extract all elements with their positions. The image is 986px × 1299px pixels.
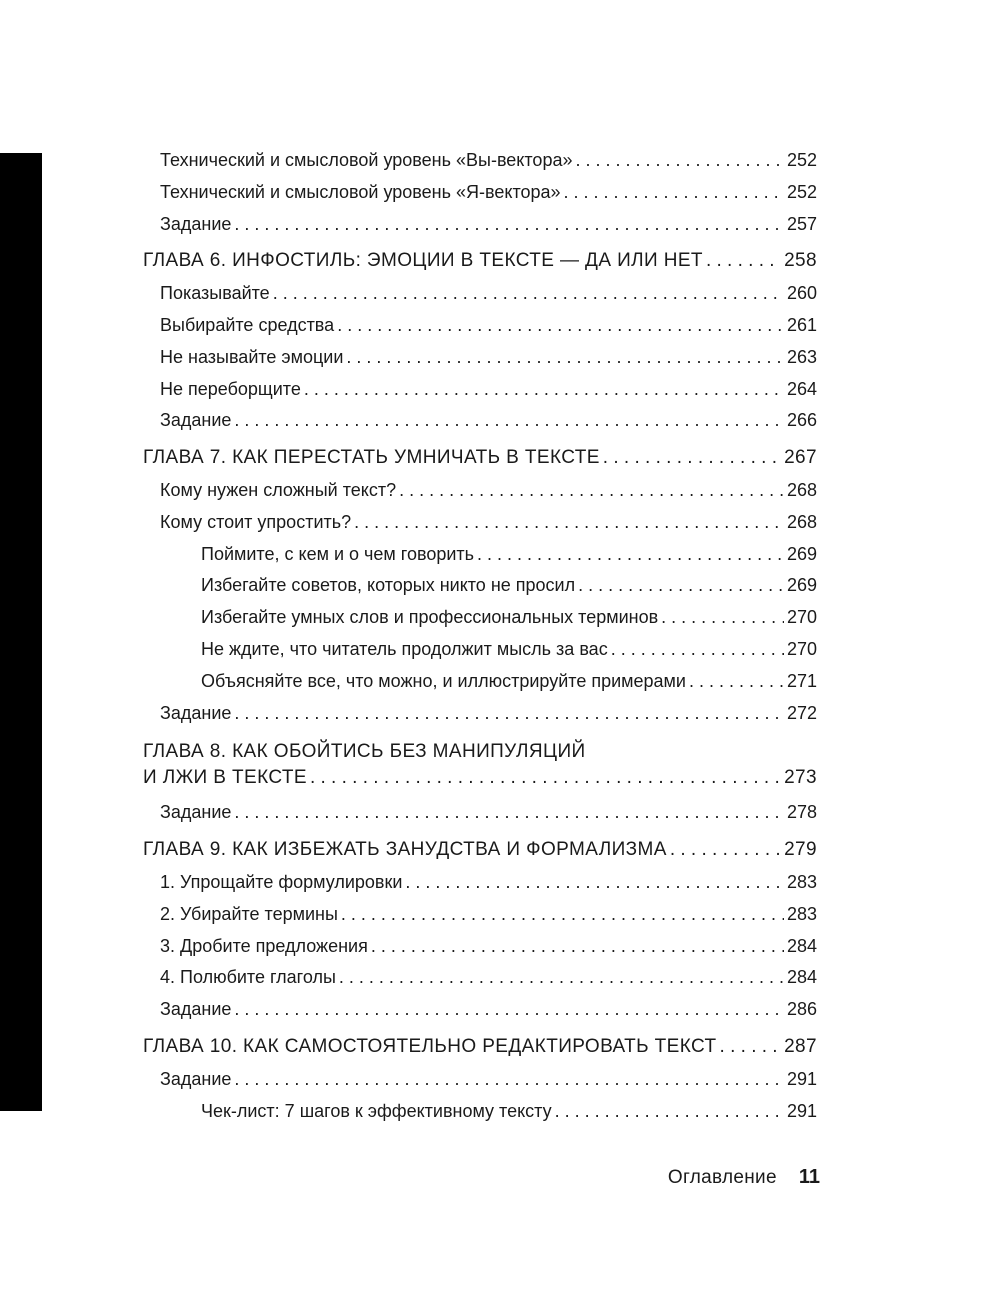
toc-entry-title: 3. Дробите предложения bbox=[160, 935, 368, 956]
toc-entry-title: Технический и смысловой уровень «Я-вектора» bbox=[160, 181, 561, 202]
toc-entry-title: Показывайте bbox=[160, 283, 270, 304]
toc-entry-page: 284 bbox=[786, 935, 817, 956]
dot-leader bbox=[603, 448, 781, 468]
toc-entry-page: 264 bbox=[786, 378, 817, 399]
toc-entry[interactable] bbox=[143, 210, 817, 242]
dot-leader bbox=[405, 872, 784, 892]
dot-leader bbox=[310, 768, 781, 788]
toc-chapter-heading[interactable] bbox=[143, 1033, 817, 1065]
toc-entry-title: Кому нужен сложный текст? bbox=[160, 479, 397, 500]
toc-entry[interactable] bbox=[143, 798, 817, 830]
toc-entry-title: Поймите, с кем и о чем говорить bbox=[201, 543, 475, 564]
toc-chapter-page: 273 bbox=[784, 767, 817, 789]
toc-entry[interactable] bbox=[143, 1065, 817, 1097]
dot-leader bbox=[575, 150, 783, 170]
toc-entry-page: 257 bbox=[786, 213, 817, 234]
toc-entry-page: 263 bbox=[786, 346, 817, 367]
toc-entry-title: Выбирайте средства bbox=[160, 314, 335, 335]
dot-leader bbox=[578, 575, 784, 595]
dot-leader bbox=[661, 607, 784, 627]
toc-chapter-heading[interactable] bbox=[143, 247, 817, 279]
toc-entry-title: Задание bbox=[160, 802, 232, 823]
toc-chapter-page: 279 bbox=[784, 839, 817, 861]
toc-entry[interactable] bbox=[143, 375, 817, 407]
dot-leader bbox=[564, 182, 784, 202]
toc-entry[interactable] bbox=[143, 699, 817, 731]
toc-chapter-title: ГЛАВА 10. КАК САМОСТОЯТЕЛЬНО РЕДАКТИРОВАТЬ ТЕКСТ bbox=[143, 1035, 717, 1057]
toc-entry[interactable] bbox=[143, 476, 817, 508]
dot-leader bbox=[720, 1037, 782, 1057]
dot-leader bbox=[339, 967, 784, 987]
toc-entry[interactable] bbox=[143, 963, 817, 995]
page-footer bbox=[668, 1166, 820, 1189]
toc-subentry[interactable] bbox=[143, 571, 817, 603]
toc-chapter-title-line1[interactable]: ГЛАВА 8. КАК ОБОЙТИСЬ БЕЗ МАНИПУЛЯЦИЙ bbox=[143, 741, 586, 763]
toc-entry[interactable] bbox=[143, 311, 817, 343]
toc-entry-title: 4. Полюбите глаголы bbox=[160, 967, 336, 988]
table-of-contents bbox=[143, 146, 817, 1128]
toc-entry-title: Задание bbox=[160, 1068, 232, 1089]
toc-entry-title: 1. Упрощайте формулировки bbox=[160, 871, 403, 892]
toc-entry-page: 261 bbox=[786, 314, 817, 335]
dot-leader bbox=[399, 480, 784, 500]
toc-chapter-page: 267 bbox=[784, 447, 817, 469]
toc-entry[interactable] bbox=[143, 146, 817, 178]
toc-chapter-heading[interactable] bbox=[143, 766, 817, 798]
toc-entry-page: 260 bbox=[786, 283, 817, 304]
dot-leader bbox=[234, 214, 784, 234]
dot-leader bbox=[234, 703, 784, 723]
toc-entry-page: 268 bbox=[786, 479, 817, 500]
dot-leader bbox=[611, 639, 784, 659]
toc-chapter-title: ГЛАВА 9. КАК ИЗБЕЖАТЬ ЗАНУДСТВА И ФОРМАЛИЗМА bbox=[143, 839, 667, 861]
toc-entry-page: 271 bbox=[786, 670, 817, 691]
toc-entry-title: Не переборщите bbox=[160, 378, 301, 399]
toc-chapter-title-line2: И ЛЖИ В ТЕКСТЕ bbox=[143, 767, 307, 789]
toc-entry[interactable] bbox=[143, 343, 817, 375]
dot-leader bbox=[234, 1069, 784, 1089]
toc-chapter-page: 287 bbox=[784, 1035, 817, 1057]
toc-entry-title: 2. Убирайте термины bbox=[160, 903, 338, 924]
toc-entry-page: 266 bbox=[786, 410, 817, 431]
toc-entry-title: Не ждите, что читатель продолжит мысль за вас bbox=[201, 638, 608, 659]
toc-entry-title: Чек-лист: 7 шагов к эффективному тексту bbox=[201, 1100, 552, 1121]
running-footer-label: Оглавление bbox=[667, 1167, 777, 1188]
toc-entry[interactable] bbox=[143, 406, 817, 438]
toc-entry-page: 272 bbox=[786, 702, 817, 723]
toc-entry-page: 284 bbox=[786, 967, 817, 988]
toc-entry-page: 283 bbox=[786, 871, 817, 892]
dot-leader bbox=[555, 1101, 784, 1121]
toc-entry-title: Задание bbox=[160, 702, 232, 723]
dot-leader bbox=[234, 999, 784, 1019]
toc-entry-page: 283 bbox=[786, 903, 817, 924]
toc-subentry[interactable] bbox=[143, 540, 817, 572]
toc-entry-title: Избегайте умных слов и профессиональных терминов bbox=[201, 607, 659, 628]
toc-entry-page: 269 bbox=[786, 543, 817, 564]
dot-leader bbox=[346, 347, 784, 367]
toc-entry-title: Технический и смысловой уровень «Вы-вектора» bbox=[160, 150, 573, 170]
toc-chapter-page: 258 bbox=[784, 250, 817, 272]
toc-entry[interactable] bbox=[143, 279, 817, 311]
toc-entry[interactable] bbox=[143, 932, 817, 964]
toc-entry-title: Объясняйте все, что можно, и иллюстрируйте примерами bbox=[201, 670, 686, 691]
toc-entry-page: 291 bbox=[786, 1068, 817, 1089]
toc-entry[interactable] bbox=[143, 900, 817, 932]
toc-entry-page: 268 bbox=[786, 511, 817, 532]
dot-leader bbox=[341, 904, 784, 924]
toc-entry-title: Задание bbox=[160, 999, 232, 1020]
page-edge-tab bbox=[0, 153, 42, 1111]
toc-entry-page: 270 bbox=[786, 607, 817, 628]
toc-chapter-heading[interactable] bbox=[143, 444, 817, 476]
toc-chapter-title: ГЛАВА 6. ИНФОСТИЛЬ: ЭМОЦИИ В ТЕКСТЕ — ДА ИЛИ НЕТ bbox=[143, 250, 703, 272]
toc-entry-title: Задание bbox=[160, 213, 232, 234]
toc-entry[interactable] bbox=[143, 178, 817, 210]
toc-entry[interactable] bbox=[143, 995, 817, 1027]
dot-leader bbox=[689, 671, 784, 691]
toc-subentry[interactable] bbox=[143, 1097, 817, 1129]
toc-entry-title: Не называйте эмоции bbox=[160, 346, 344, 367]
toc-entry-page: 286 bbox=[786, 999, 817, 1020]
toc-entry[interactable] bbox=[143, 868, 817, 900]
toc-entry[interactable] bbox=[143, 508, 817, 540]
toc-entry-page: 278 bbox=[786, 802, 817, 823]
toc-entry-title: Избегайте советов, которых никто не просил bbox=[201, 575, 576, 596]
dot-leader bbox=[273, 283, 784, 303]
dot-leader bbox=[670, 840, 781, 860]
dot-leader bbox=[234, 410, 784, 430]
toc-entry-page: 252 bbox=[786, 181, 817, 202]
toc-entry-page: 269 bbox=[786, 575, 817, 596]
dot-leader bbox=[706, 251, 781, 271]
toc-subentry[interactable] bbox=[143, 667, 817, 699]
dot-leader bbox=[354, 512, 784, 532]
toc-entry-title: Кому стоит упростить? bbox=[160, 511, 352, 532]
dot-leader bbox=[304, 379, 784, 399]
toc-entry-page: 270 bbox=[786, 638, 817, 659]
page-number: 11 bbox=[798, 1166, 820, 1188]
toc-subentry[interactable] bbox=[143, 635, 817, 667]
toc-entry-title: Задание bbox=[160, 410, 232, 431]
toc-chapter-heading[interactable] bbox=[143, 836, 817, 868]
toc-chapter-title: ГЛАВА 7. КАК ПЕРЕСТАТЬ УМНИЧАТЬ В ТЕКСТЕ bbox=[143, 447, 600, 469]
toc-subentry[interactable] bbox=[143, 603, 817, 635]
toc-entry-page: 291 bbox=[786, 1100, 817, 1121]
dot-leader bbox=[337, 315, 784, 335]
toc-entry-page: 252 bbox=[786, 150, 817, 170]
dot-leader bbox=[371, 936, 784, 956]
dot-leader bbox=[234, 802, 784, 822]
dot-leader bbox=[477, 544, 784, 564]
